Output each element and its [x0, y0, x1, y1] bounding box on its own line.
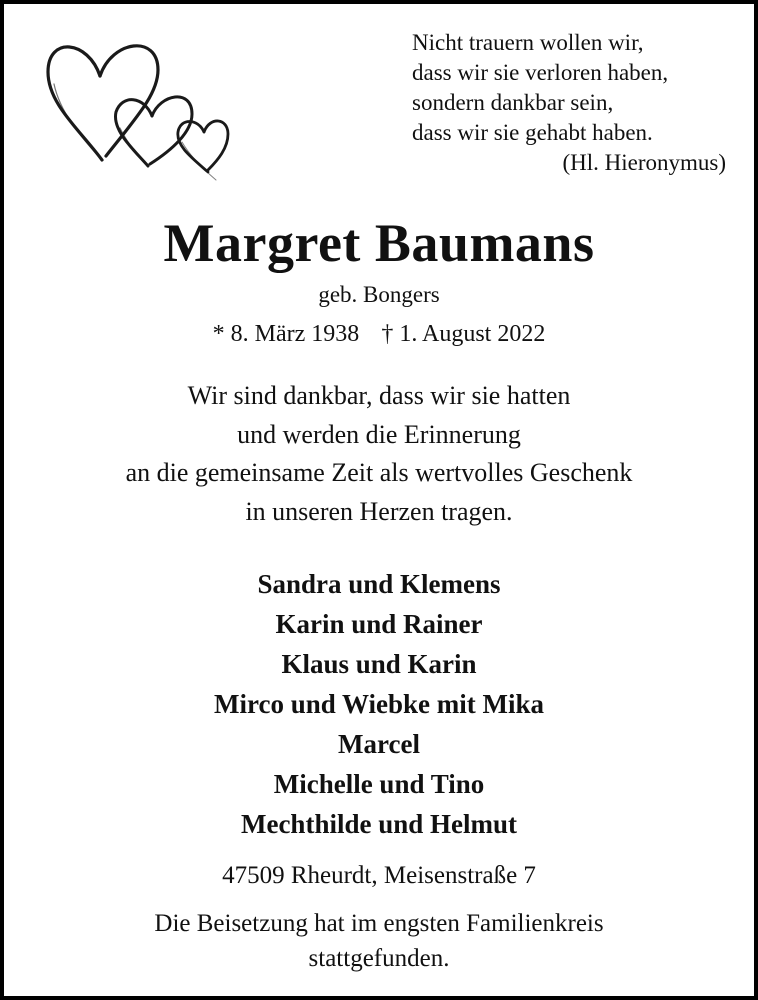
- mourner-line: Mirco und Wiebke mit Mika: [213, 689, 545, 719]
- quote-line: Nicht trauern wollen wir,: [412, 30, 644, 55]
- mourner-line: Klaus und Karin: [281, 649, 477, 679]
- message-line: und werden die Erinnerung: [237, 419, 521, 449]
- message-line: Wir sind dankbar, dass wir sie hatten: [187, 381, 571, 410]
- quote-author: (Hl. Hieronymus): [562, 150, 726, 175]
- deceased-name: Margret Baumans: [163, 213, 595, 273]
- message-line: in unseren Herzen tragen.: [245, 496, 513, 526]
- mourner-line: Karin und Rainer: [275, 609, 483, 639]
- quote-line: sondern dankbar sein,: [412, 90, 614, 115]
- death-date: † 1. August 2022: [381, 321, 546, 347]
- quote-line: dass wir sie gehabt haben.: [412, 120, 653, 145]
- mourners-list: [4, 564, 754, 844]
- address: 47509 Rheurdt, Meisenstraße 7: [222, 862, 536, 889]
- mourner-line: Mechthilde und Helmut: [240, 809, 517, 839]
- hearts-icon: [40, 32, 240, 187]
- mourner-line: Marcel: [338, 729, 420, 759]
- life-dates: [4, 318, 754, 350]
- maiden-name: geb. Bongers: [318, 282, 440, 307]
- burial-notice: [4, 906, 754, 976]
- message-line: an die gemeinsame Zeit als wertvolles Geschenk: [125, 458, 633, 487]
- burial-line: stattgefunden.: [308, 945, 450, 972]
- burial-line: Die Beisetzung hat im engsten Familienkreis: [154, 910, 604, 937]
- quote-line: dass wir sie verloren haben,: [412, 60, 669, 85]
- mourner-line: Sandra und Klemens: [257, 569, 501, 599]
- message-block: [4, 377, 754, 531]
- quote-block: [412, 28, 732, 178]
- mourner-line: Michelle und Tino: [273, 769, 485, 799]
- birth-date: * 8. März 1938: [212, 321, 360, 347]
